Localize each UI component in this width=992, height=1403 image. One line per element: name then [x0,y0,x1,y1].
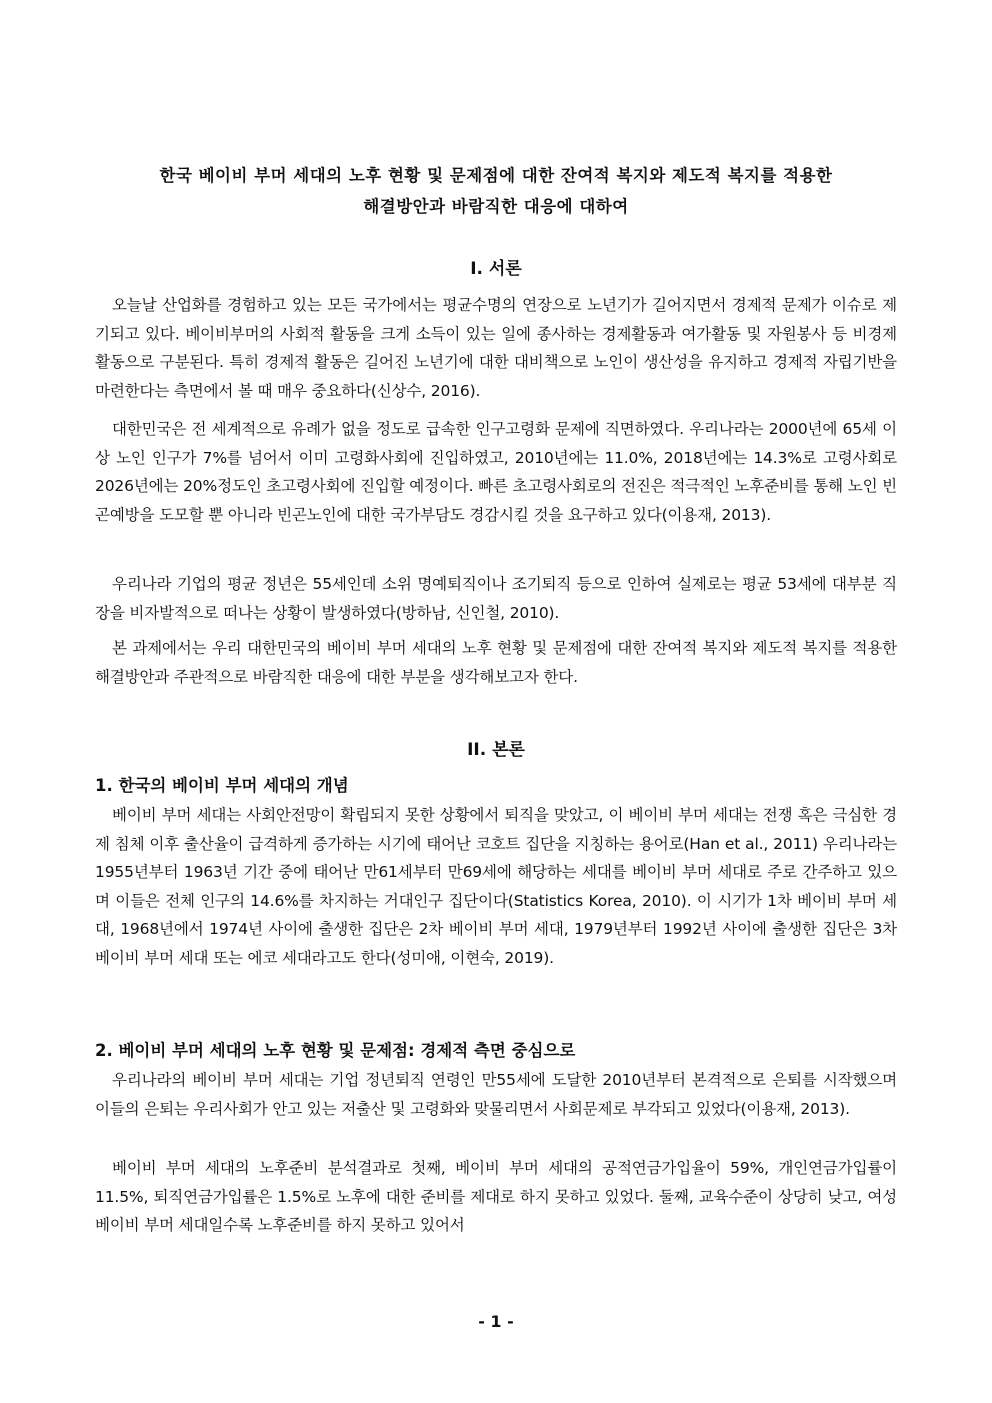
document-title [95,160,897,222]
section-heading-introduction: I. 서론 [470,259,522,279]
page-number: - 1 - [478,1312,514,1331]
intro-paragraph-4: 본 과제에서는 우리 대한민국의 베이비 부머 세대의 노후 현황 및 문제점에 대한 잔여적 복지와 제도적 복지를 적용한 해결방안과 주관적으로 바람직한 대응에 대한 부분을 생각해보고자 한다. [95,639,897,686]
body-sub1-paragraph-1: 베이비 부머 세대는 사회안전망이 확립되지 못한 상황에서 퇴직을 맞았고, 이 베이비 부머 세대는 전쟁 혹은 극심한 경제 침체 이후 출산율이 급격하게 증가하는 시기에 태어난 코호트 집단을 지칭하는 용어로(Han et al., 2011) 우리나라는 1955년부터 1963년 기간 중에 태어난 만61세부터 만69세에 해당하는 세대를 베이비 부머 세대로 주로 간주하고 있으며 이들은 전체 인구의 14.6%를 차지하는 거대인구 집단이다(Statistics Korea, 2010). 이 시기가 1차 베이비 부머 세대, 1968년에서 1974년 사이에 출생한 집단은 2차 베이비 부머 세대, 1979년부터 1992년 사이에 출생한 집단은 3차 베이비 부머 세대 또는 에코 세대라고도 한다(성미애, 이현숙, 2019). [95,806,897,967]
body-sub2-paragraph-2: 베이비 부머 세대의 노후준비 분석결과로 첫째, 베이비 부머 세대의 공적연금가입율이 59%, 개인연금가입률이 11.5%, 퇴직연금가입률은 1.5%로 노후에 대한 준비를 제대로 하지 못하고 있었다. 둘째, 교육수준이 상당히 낮고, 여성 베이비 부머 세대일수록 노후준비를 하지 못하고 있어서 [95,1159,897,1235]
document-title-line-1: 한국 베이비 부머 세대의 노후 현황 및 문제점에 대한 잔여적 복지와 제도적 복지를 적용한 [159,166,833,185]
intro-paragraph-3: 우리나라 기업의 평균 정년은 55세인데 소위 명예퇴직이나 조기퇴직 등으로 인하여 실제로는 평균 53세에 대부분 직장을 비자발적으로 떠나는 상황이 발생하였다(방하남, 신인철, 2010). [95,575,897,622]
body-sub2-paragraph-1: 우리나라의 베이비 부머 세대는 기업 정년퇴직 연령인 만55세에 도달한 2010년부터 본격적으로 은퇴를 시작했으며 이들의 은퇴는 우리사회가 안고 있는 저출산 및 고령화와 맞물리면서 사회문제로 부각되고 있었다(이용재, 2013). [95,1071,897,1118]
subsection-heading-1: 1. 한국의 베이비 부머 세대의 개념 [95,776,349,795]
subsection-heading-2: 2. 베이비 부머 세대의 노후 현황 및 문제점: 경제적 측면 중심으로 [95,1041,576,1060]
document-title-line-2: 해결방안과 바람직한 대응에 대하여 [363,197,629,216]
intro-paragraph-1: 오늘날 산업화를 경험하고 있는 모든 국가에서는 평균수명의 연장으로 노년기가 길어지면서 경제적 문제가 이슈로 제기되고 있다. 베이비부머의 사회적 활동을 크게 소득이 있는 일에 종사하는 경제활동과 여가활동 및 자원봉사 등 비경제활동으로 구분된다. 특히 경제적 활동은 길어진 노년기에 대한 대비책으로 노인이 생산성을 유지하고 경제적 자립기반을 마련한다는 측면에서 볼 때 매우 중요하다(신상수, 2016). [95,296,897,400]
intro-paragraph-2: 대한민국은 전 세계적으로 유례가 없을 정도로 급속한 인구고령화 문제에 직면하였다. 우리나라는 2000년에 65세 이상 노인 인구가 7%를 넘어서 이미 고령화사회에 진입하였고, 2010년에는 11.0%, 2018년에는 14.3%로 고령사회로 2026년에는 20%정도인 초고령사회에 진입할 예정이다. 빠른 초고령사회로의 전진은 적극적인 노후준비를 통해 노인 빈곤예방을 도모할 뿐 아니라 빈곤노인에 대한 국가부담도 경감시킬 것을 요구하고 있다(이용재, 2013). [95,420,897,524]
section-heading-body: II. 본론 [467,740,525,760]
